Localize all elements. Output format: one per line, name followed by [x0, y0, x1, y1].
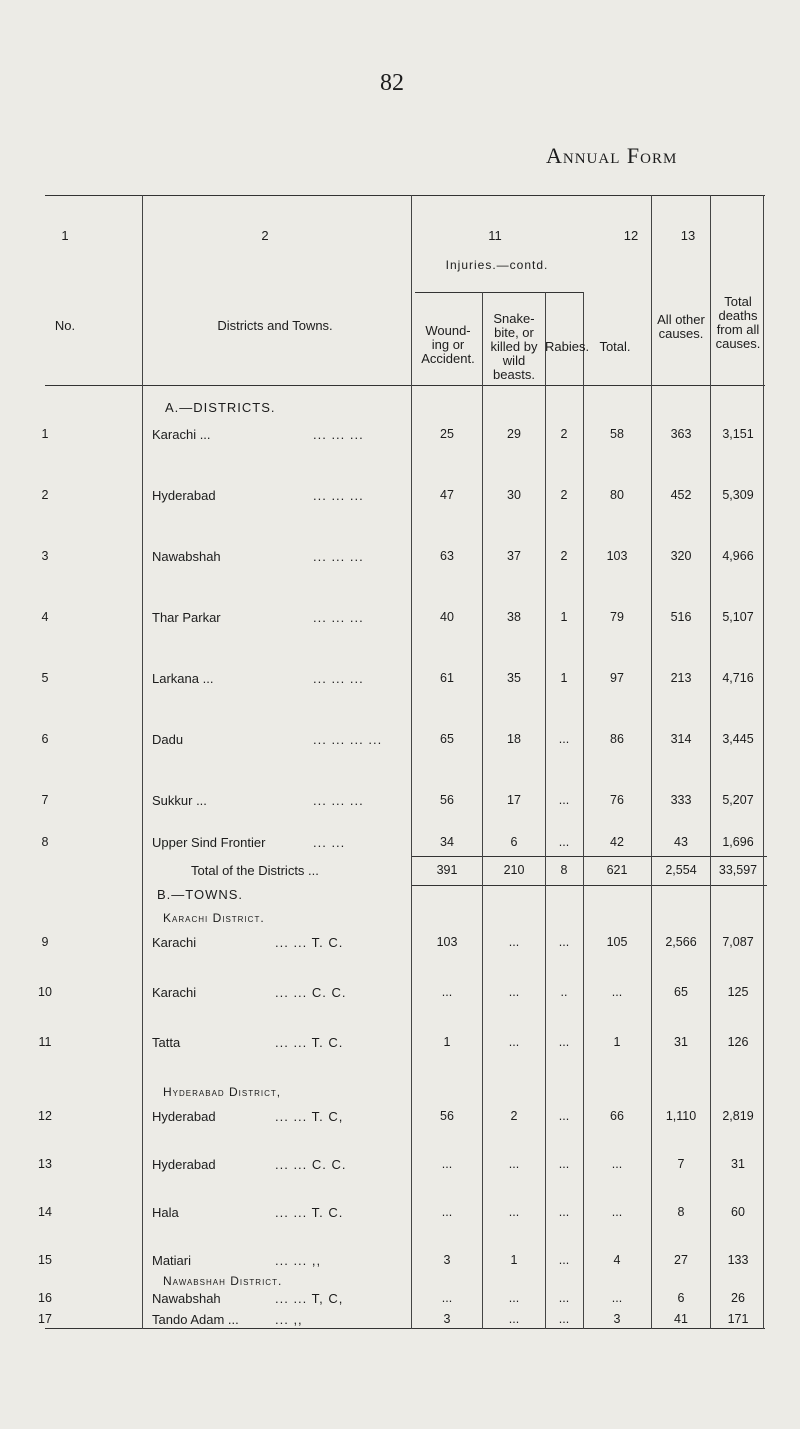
row-number: 5: [41, 671, 49, 685]
colnum-2: 2: [261, 228, 269, 243]
row-number: 7: [41, 793, 49, 807]
cell-total-deaths: 1,696: [722, 835, 754, 849]
district-total-label: Total of the Districts ...: [191, 863, 319, 878]
cell-snake: ...: [508, 985, 520, 999]
cell-other: 41: [674, 1312, 688, 1326]
row-number: 6: [41, 732, 49, 746]
row-name: Karachi ...: [152, 427, 211, 442]
row-leader: ... ... ...: [313, 610, 364, 625]
row-number: 17: [38, 1312, 52, 1326]
cell-total-deaths: 2,819: [722, 1109, 754, 1123]
wounding-header: Wound-ing or Accident.: [421, 323, 475, 366]
row-name: Upper Sind Frontier: [152, 835, 266, 850]
row-number: 2: [41, 488, 49, 502]
row-leader: ... ... T. C,: [275, 1109, 344, 1124]
cell-rabies: ...: [558, 793, 570, 807]
rabies-header: Rabies.: [545, 339, 590, 354]
cell-snake: 38: [507, 610, 521, 624]
cell-rabies: ...: [558, 1205, 570, 1219]
district-total-rabies: 8: [560, 863, 568, 877]
cell-wounding: 103: [436, 935, 458, 949]
cell-other: 1,110: [665, 1109, 697, 1123]
cell-total: 1: [613, 1035, 621, 1049]
cell-rabies: 2: [560, 549, 568, 563]
district-total-snake: 210: [503, 863, 525, 877]
row-number: 1: [41, 427, 49, 441]
row-name: Nawabshah: [152, 1291, 221, 1306]
cell-total: 103: [606, 549, 628, 563]
table-bottom-rule: [45, 1328, 765, 1329]
cell-other: 8: [677, 1205, 685, 1219]
row-number: 10: [38, 985, 52, 999]
cell-total-deaths: 133: [727, 1253, 749, 1267]
cell-total: ...: [611, 1157, 623, 1171]
row-leader: ... ... ...: [313, 488, 364, 503]
col-rule-6: [651, 195, 652, 1329]
cell-total: 3: [613, 1312, 621, 1326]
col-rule-2: [411, 195, 412, 1329]
cell-wounding: ...: [441, 1205, 453, 1219]
cell-other: 363: [670, 427, 692, 441]
cell-total: 76: [610, 793, 624, 807]
cell-wounding: 34: [440, 835, 454, 849]
cell-snake: 6: [510, 835, 518, 849]
colnum-11: 11: [488, 228, 502, 243]
cell-rabies: 2: [560, 488, 568, 502]
cell-total-deaths: 5,107: [722, 610, 754, 624]
cell-wounding: 63: [440, 549, 454, 563]
total-rule: [411, 885, 767, 886]
row-name: Tando Adam ...: [152, 1312, 239, 1327]
row-leader: ... ... ...: [313, 671, 364, 686]
row-leader: ... ... ...: [313, 793, 364, 808]
colnum-13: 13: [680, 228, 696, 243]
row-leader: ... ... T. C.: [275, 1205, 344, 1220]
cell-total: 4: [613, 1253, 621, 1267]
cell-wounding: 3: [443, 1312, 451, 1326]
row-number: 11: [38, 1035, 52, 1049]
cell-other: 27: [674, 1253, 688, 1267]
cell-rabies: 1: [560, 610, 568, 624]
cell-total-deaths: 60: [731, 1205, 745, 1219]
cell-rabies: ...: [558, 1109, 570, 1123]
karachi-district-heading: Karachi District.: [163, 911, 265, 925]
row-name: Karachi: [152, 985, 197, 1000]
row-name: Tatta: [152, 1035, 181, 1050]
cell-snake: 17: [507, 793, 521, 807]
row-leader: ... ... ,,: [275, 1253, 322, 1268]
cell-total: ...: [611, 985, 623, 999]
row-name: Karachi: [152, 935, 197, 950]
row-leader: ... ... T. C.: [275, 935, 344, 950]
cell-rabies: ...: [558, 1291, 570, 1305]
row-number: 8: [41, 835, 49, 849]
colnum-12: 12: [623, 228, 639, 243]
cell-total-deaths: 171: [727, 1312, 749, 1326]
cell-total: 97: [610, 671, 624, 685]
row-leader: ... ... T. C.: [275, 1035, 344, 1050]
district-total-deaths: 33,597: [718, 863, 758, 877]
district-header: Districts and Towns.: [217, 318, 333, 333]
row-leader: ... ... C. C.: [275, 1157, 347, 1172]
row-name: Larkana ...: [152, 671, 214, 686]
row-leader: ... ... ...: [313, 549, 364, 564]
cell-rabies: ..: [560, 985, 568, 999]
page-number: 82: [380, 70, 404, 96]
hyderabad-district-heading: Hyderabad District,: [163, 1085, 282, 1099]
cell-total: 86: [610, 732, 624, 746]
cell-other: 452: [670, 488, 692, 502]
district-total-wounding: 391: [436, 863, 458, 877]
cell-wounding: 25: [440, 427, 454, 441]
cell-rabies: ...: [558, 1157, 570, 1171]
total-header: Total.: [599, 339, 631, 354]
cell-total: 105: [606, 935, 628, 949]
cell-wounding: ...: [441, 1291, 453, 1305]
cell-total: ...: [611, 1205, 623, 1219]
cell-total-deaths: 125: [727, 985, 749, 999]
districts-section: A.—DISTRICTS.: [165, 400, 276, 415]
cell-total: 79: [610, 610, 624, 624]
row-leader: ... ...: [313, 835, 346, 850]
cell-total-deaths: 26: [731, 1291, 745, 1305]
snake-header: Snake-bite, or killed by wild beasts.: [490, 311, 538, 382]
cell-other: 2,566: [665, 935, 697, 949]
row-number: 16: [38, 1291, 52, 1305]
colnum-1: 1: [61, 228, 69, 243]
row-leader: ... ... ...: [313, 427, 364, 442]
cell-total-deaths: 3,445: [722, 732, 754, 746]
cell-rabies: ...: [558, 732, 570, 746]
cell-wounding: 40: [440, 610, 454, 624]
cell-snake: 18: [507, 732, 521, 746]
injuries-group-rule: [415, 292, 583, 293]
cell-snake: ...: [508, 1035, 520, 1049]
cell-total-deaths: 5,207: [722, 793, 754, 807]
cell-snake: 37: [507, 549, 521, 563]
row-name: Matiari: [152, 1253, 192, 1268]
row-number: 3: [41, 549, 49, 563]
cell-total-deaths: 4,966: [722, 549, 754, 563]
cell-wounding: ...: [441, 985, 453, 999]
cell-other: 6: [677, 1291, 685, 1305]
cell-total-deaths: 126: [727, 1035, 749, 1049]
cell-snake: 29: [507, 427, 521, 441]
nawabshah-district-heading: Nawabshah District.: [163, 1274, 283, 1288]
row-name: Hyderabad: [152, 488, 216, 503]
cell-other: 333: [670, 793, 692, 807]
cell-wounding: 3: [443, 1253, 451, 1267]
cell-snake: ...: [508, 935, 520, 949]
injuries-group-header: Injuries.—contd.: [445, 258, 549, 272]
cell-other: 7: [677, 1157, 685, 1171]
cell-wounding: ...: [441, 1157, 453, 1171]
cell-wounding: 56: [440, 793, 454, 807]
cell-wounding: 47: [440, 488, 454, 502]
row-name: Hyderabad: [152, 1157, 216, 1172]
cell-snake: ...: [508, 1157, 520, 1171]
row-leader: ... ... C. C.: [275, 985, 347, 1000]
col-rule-1: [142, 195, 143, 1329]
cell-snake: 1: [510, 1253, 518, 1267]
row-name: Hyderabad: [152, 1109, 216, 1124]
district-total-other: 2,554: [665, 863, 697, 877]
cell-wounding: 65: [440, 732, 454, 746]
row-name: Dadu: [152, 732, 184, 747]
cell-rabies: ...: [558, 1035, 570, 1049]
row-number: 15: [38, 1253, 52, 1267]
row-number: 9: [41, 935, 49, 949]
cell-other: 320: [670, 549, 692, 563]
row-number: 14: [38, 1205, 52, 1219]
cell-snake: ...: [508, 1312, 520, 1326]
row-name: Nawabshah: [152, 549, 221, 564]
cell-rabies: ...: [558, 835, 570, 849]
mortality-table: [38, 195, 765, 1329]
cell-rabies: ...: [558, 935, 570, 949]
cell-wounding: 56: [440, 1109, 454, 1123]
row-leader: ... ,,: [275, 1312, 303, 1327]
cell-rabies: ...: [558, 1253, 570, 1267]
cell-total: 58: [610, 427, 624, 441]
row-name: Hala: [152, 1205, 179, 1220]
cell-snake: 35: [507, 671, 521, 685]
towns-section: B.—TOWNS.: [157, 887, 244, 902]
cell-total-deaths: 5,309: [722, 488, 754, 502]
cell-total: 66: [610, 1109, 624, 1123]
cell-snake: ...: [508, 1205, 520, 1219]
cell-other: 65: [674, 985, 688, 999]
cell-snake: 2: [510, 1109, 518, 1123]
row-leader: ... ... ... ...: [313, 732, 383, 747]
cell-total-deaths: 4,716: [722, 671, 754, 685]
cell-other: 213: [670, 671, 692, 685]
header-bottom-rule: [45, 385, 765, 386]
no-header: No.: [54, 318, 76, 333]
total-underline: [411, 856, 767, 857]
cell-wounding: 1: [443, 1035, 451, 1049]
cell-rabies: 2: [560, 427, 568, 441]
row-number: 13: [38, 1157, 52, 1171]
cell-wounding: 61: [440, 671, 454, 685]
district-total-total: 621: [606, 863, 628, 877]
table-top-rule: [45, 195, 765, 196]
cell-total: 80: [610, 488, 624, 502]
form-title: Annual Form: [546, 143, 678, 168]
cell-other: 31: [674, 1035, 688, 1049]
col-rule-5: [583, 292, 584, 1329]
col-rule-3: [482, 292, 483, 1329]
row-number: 4: [41, 610, 49, 624]
cell-other: 43: [674, 835, 688, 849]
total-deaths-header: Total deaths from all causes.: [715, 294, 761, 351]
row-name: Thar Parkar: [152, 610, 221, 625]
cell-total-deaths: 31: [731, 1157, 745, 1171]
other-header: All other causes.: [657, 312, 705, 341]
cell-snake: ...: [508, 1291, 520, 1305]
cell-rabies: 1: [560, 671, 568, 685]
cell-snake: 30: [507, 488, 521, 502]
cell-total-deaths: 3,151: [722, 427, 754, 441]
row-name: Sukkur ...: [152, 793, 207, 808]
col-rule-4: [545, 292, 546, 1329]
row-leader: ... ... T, C,: [275, 1291, 344, 1306]
cell-total-deaths: 7,087: [722, 935, 754, 949]
cell-total: 42: [610, 835, 624, 849]
col-rule-7: [710, 195, 711, 1329]
row-number: 12: [38, 1109, 52, 1123]
cell-other: 314: [670, 732, 692, 746]
cell-other: 516: [670, 610, 692, 624]
cell-total: ...: [611, 1291, 623, 1305]
cell-rabies: ...: [558, 1312, 570, 1326]
